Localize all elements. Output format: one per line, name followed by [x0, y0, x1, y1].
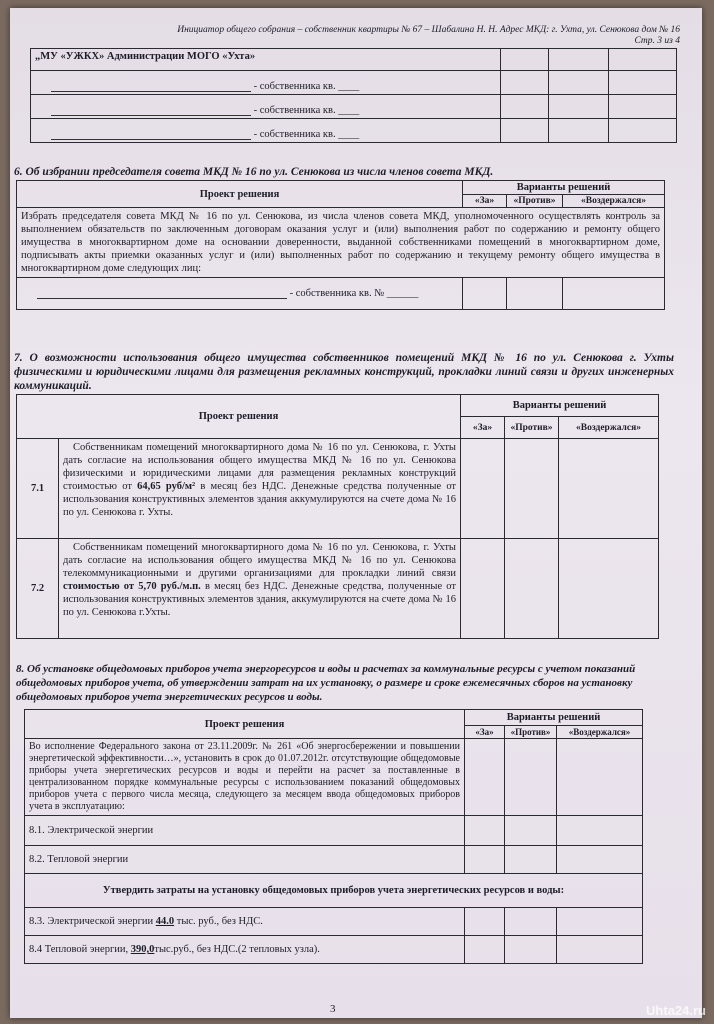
owner-label: - собственника кв. ____: [253, 81, 360, 92]
document-page: [10, 8, 702, 1018]
vote-abstain-cell[interactable]: [609, 71, 677, 95]
vote-abstain-cell[interactable]: [559, 439, 659, 539]
section7-title: 7. О возможности использования общего имущества собственников помещений МКД № 16 по ул. Сенюкова г. Ухты физическими и юридическими лицами для размещения рекламных конструкций, прокладки линий связи и других инженерных коммуникаций.: [14, 352, 674, 392]
page-header: [70, 25, 680, 47]
section6-opt-for: «За»: [463, 195, 507, 208]
section8-col-variants: Варианты решений: [465, 710, 643, 726]
vote-against-cell[interactable]: [505, 739, 557, 816]
council-members-table: [30, 48, 677, 143]
section7-opt-against: «Против»: [505, 417, 559, 439]
section6-opt-abstain: «Воздержался»: [563, 195, 665, 208]
vote-against-cell[interactable]: [505, 539, 559, 639]
section6-table: [16, 180, 665, 310]
section6-col-project: Проект решения: [17, 181, 463, 208]
section6-title: 6. Об избрании председателя совета МКД № 16 по ул. Сенюкова из числа членов совета МКД.: [14, 166, 494, 178]
section6-decision-text: Избрать председателя совета МКД № 16 по ул. Сенюкова, из числа членов совета МКД, уполномоченного осуществлять контроль за выполнением обязательств по заключенным договорам оказания услуг и (или) выполнения работ по содержанию и ремонту общего имущества в многоквартирном доме на основании доверенности, выданной собственниками помещений в многоквартирном доме, подписывать акты приемки оказанных услуг и (или) выполненных работ по содержанию и текущему ремонту общего имущества в многоквартирном доме следующих лиц:: [17, 208, 665, 278]
vote-against-cell[interactable]: [505, 846, 557, 874]
vote-against-cell[interactable]: [549, 71, 609, 95]
vote-against-cell[interactable]: [505, 816, 557, 846]
section6-opt-against: «Против»: [507, 195, 563, 208]
owner-label: - собственника кв. ____: [253, 129, 360, 140]
approve-costs-heading: Утвердить затраты на установку общедомовых приборов учета энергетических ресурсов и воды:: [25, 874, 643, 908]
vote-for-cell[interactable]: [465, 846, 505, 874]
vote-against-cell[interactable]: [549, 119, 609, 143]
section7-opt-abstain: «Воздержался»: [559, 417, 659, 439]
item-8-2: 8.2. Тепловой энергии: [25, 846, 465, 874]
header-page-count: Стр. 3 из 4: [634, 36, 680, 46]
item-8-4: 8.4 Тепловой энергии, 390,0тыс.руб., без НДС.(2 тепловых узла).: [25, 936, 465, 964]
member-row: [31, 71, 501, 95]
vote-abstain-cell[interactable]: [559, 539, 659, 639]
vote-against-cell[interactable]: [549, 49, 609, 71]
vote-abstain-cell[interactable]: [609, 49, 677, 71]
item-8-3: 8.3. Электрической энергии 44.0 тыс. руб., без НДС.: [25, 908, 465, 936]
section8-decision-text: Во исполнение Федерального закона от 23.11.2009г. № 261 «Об энергосбережении и повышении энергетической эффективности…», установить в срок до 01.07.2012г. отсутствующие общедомовые приборы учета энергетических ресурсов и воды и перейти на расчет за поставленные в централизованном порядке коммунальные ресурсы с использованием показаний общедомовых приборов учета с первого числа месяца, следующего за месяцем ввода общедомовых приборов учета в эксплуатацию:: [25, 739, 465, 816]
section8-opt-against: «Против»: [505, 726, 557, 739]
vote-for-cell[interactable]: [465, 936, 505, 964]
chairman-owner-label: - собственника кв. № ______: [289, 288, 419, 299]
vote-abstain-cell[interactable]: [563, 278, 665, 310]
member-row: [31, 95, 501, 119]
vote-for-cell[interactable]: [461, 439, 505, 539]
vote-abstain-cell[interactable]: [557, 936, 643, 964]
vote-for-cell[interactable]: [465, 739, 505, 816]
decision-7-1: Собственникам помещений многоквартирного дома № 16 по ул. Сенюкова, г. Ухты дать согласие на использования общего имущества МКД № 16 по ул. Сенюкова физическими и юридическими лицами для размещения рекламных конструкций стоимостью от 64,65 руб/м² в месяц без НДС. Денежные средства полученные от использования конструктивных элементов здания аккумулируются на счете дома № 16 по ул. Сенюкова г. Ухты.: [59, 439, 461, 539]
vote-abstain-cell[interactable]: [609, 95, 677, 119]
vote-for-cell[interactable]: [463, 278, 507, 310]
vote-against-cell[interactable]: [505, 908, 557, 936]
page-number: 3: [330, 1003, 336, 1015]
ad-price: 64,65 руб/м²: [137, 481, 196, 492]
vote-against-cell[interactable]: [549, 95, 609, 119]
section7-opt-for: «За»: [461, 417, 505, 439]
decision-7-2: Собственникам помещений многоквартирного дома № 16 по ул. Сенюкова, г. Ухты дать согласие на использования общего имущества МКД № 16 по ул. Сенюкова телекоммуникационными и другими организациями для прокладки линий связи стоимостью от 5,70 руб./м.п. в месяц без НДС. Денежные средства, полученные от использования конструктивных элементов здания, аккумулируются на счете дома № 16 по ул. Сенюкова г.Ухты.: [59, 539, 461, 639]
chairman-row: [17, 278, 463, 310]
row-number: 7.2: [17, 539, 59, 639]
line-price: стоимостью от 5,70 руб./м.п.: [63, 581, 201, 592]
section8-opt-abstain: «Воздержался»: [557, 726, 643, 739]
vote-abstain-cell[interactable]: [557, 908, 643, 936]
section7-col-variants: Варианты решений: [461, 395, 659, 417]
section7-col-project: Проект решения: [17, 395, 461, 439]
vote-abstain-cell[interactable]: [609, 119, 677, 143]
section8-opt-for: «За»: [465, 726, 505, 739]
section8-col-project: Проект решения: [25, 710, 465, 739]
owner-label: - собственника кв. ____: [253, 105, 360, 116]
section8-title: 8. Об установке общедомовых приборов учета энергоресурсов и воды и расчетах за коммунальные ресурсы с учетом показаний общедомовых приборов учета, об утверждении затрат на их установку, о размере и сроке ежемесячных сборов на установку общедомовых приборов учета энергетических ресурсов и воды.: [16, 663, 636, 703]
item-8-1: 8.1. Электрической энергии: [25, 816, 465, 846]
vote-for-cell[interactable]: [501, 95, 549, 119]
vote-for-cell[interactable]: [461, 539, 505, 639]
vote-for-cell[interactable]: [501, 71, 549, 95]
heat-cost: 390,0: [130, 944, 155, 955]
row-number: 7.1: [17, 439, 59, 539]
vote-for-cell[interactable]: [501, 49, 549, 71]
electric-cost: 44.0: [155, 916, 175, 927]
vote-for-cell[interactable]: [465, 816, 505, 846]
vote-for-cell[interactable]: [465, 908, 505, 936]
member-row: [31, 119, 501, 143]
vote-abstain-cell[interactable]: [557, 816, 643, 846]
vote-abstain-cell[interactable]: [557, 846, 643, 874]
section8-table: [24, 709, 643, 964]
vote-for-cell[interactable]: [501, 119, 549, 143]
site-watermark: Uhta24.ru: [646, 1003, 706, 1018]
vote-against-cell[interactable]: [505, 439, 559, 539]
section6-col-variants: Варианты решений: [463, 181, 665, 195]
section7-table: [16, 394, 659, 639]
vote-abstain-cell[interactable]: [557, 739, 643, 816]
vote-against-cell[interactable]: [505, 936, 557, 964]
header-line1: Инициатор общего собрания – собственник квартиры № 67 – Шабалина Н. Н. Адрес МКД: г. Ухта, ул. Сенюкова дом № 16: [177, 25, 680, 35]
vote-against-cell[interactable]: [507, 278, 563, 310]
org-cell: „МУ «УЖКХ» Администрации МОГО «Ухта»: [31, 49, 501, 71]
